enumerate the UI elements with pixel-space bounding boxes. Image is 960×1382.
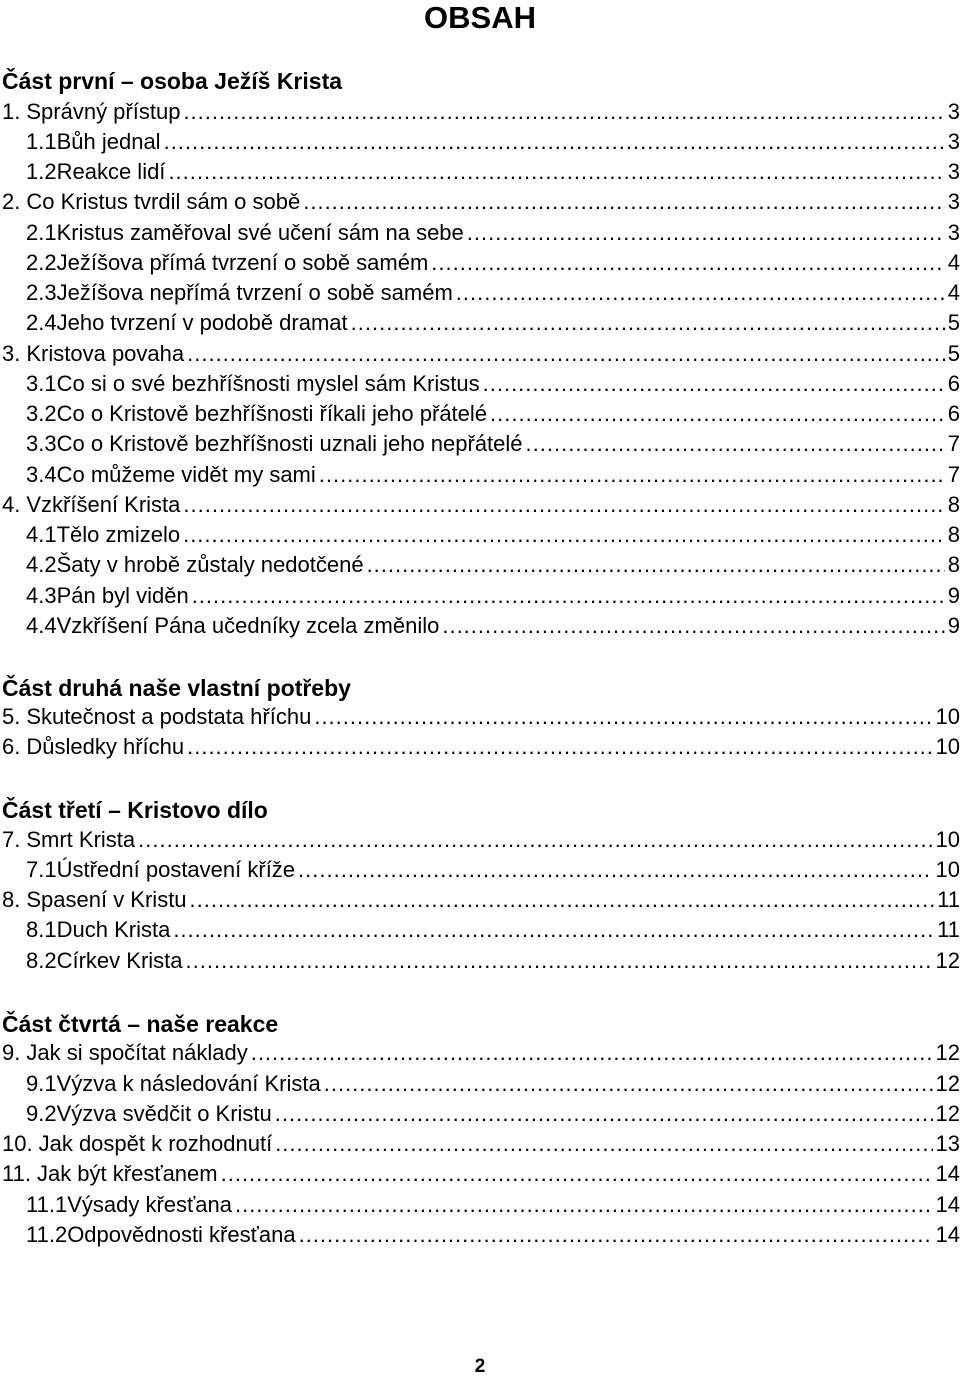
leader-dots — [367, 552, 945, 578]
entry-title: Výzva svědčit o Kristu — [56, 1101, 272, 1126]
entry-number: 11.2 — [26, 1222, 68, 1247]
entry-number: 11.1 — [26, 1192, 68, 1217]
toc-entry[interactable] — [2, 704, 960, 730]
toc-entry[interactable] — [2, 887, 960, 913]
leader-dots — [183, 99, 944, 125]
leader-dots — [298, 857, 932, 883]
leader-dots — [186, 948, 933, 974]
entry-page: 8 — [947, 492, 960, 517]
part-heading-3: Část třetí – Kristovo dílo — [2, 797, 268, 823]
entry-number: 9.1 — [26, 1071, 57, 1096]
entry-title: Bůh jednal — [56, 129, 161, 154]
entry-title: Ústřední postavení kříže — [56, 857, 296, 882]
entry-number: 7. — [2, 827, 21, 852]
entry-title: Církev Krista — [56, 948, 183, 973]
entry-number: 6. — [2, 734, 21, 759]
toc-entry[interactable] — [26, 129, 960, 155]
leader-dots — [456, 280, 945, 306]
entry-number: 3.4 — [26, 462, 57, 487]
page-title: OBSAH — [424, 0, 536, 35]
entry-page: 6 — [947, 401, 960, 426]
entry-title: Vzkříšení Pána učedníky zcela změnilo — [56, 613, 440, 638]
entry-title: Tělo zmizelo — [56, 522, 181, 547]
entry-number: 3.3 — [26, 431, 57, 456]
toc-entry[interactable] — [26, 857, 960, 883]
entry-page: 14 — [935, 1192, 960, 1217]
leader-dots — [138, 827, 932, 853]
toc-entry[interactable] — [26, 401, 960, 427]
leader-dots — [351, 310, 945, 336]
entry-title: Co si o své bezhříšnosti myslel sám Kristus — [56, 371, 480, 396]
entry-title: Výzva k následování Krista — [56, 1071, 321, 1096]
entry-page: 11 — [937, 917, 960, 942]
entry-number: 3.2 — [26, 401, 57, 426]
entry-page: 9 — [947, 583, 960, 608]
entry-title: Správný přístup — [26, 99, 181, 124]
entry-number: 4.4 — [26, 613, 57, 638]
entry-page: 5 — [947, 310, 960, 335]
entry-title: Důsledky hříchu — [26, 734, 185, 759]
toc-entry[interactable] — [26, 1192, 960, 1218]
toc-entry[interactable] — [26, 1071, 960, 1097]
leader-dots — [431, 250, 944, 276]
toc-entry[interactable] — [26, 220, 960, 246]
toc-entry[interactable] — [26, 280, 960, 306]
leader-dots — [275, 1101, 933, 1127]
entry-page: 8 — [947, 552, 960, 577]
entry-number: 2. — [2, 189, 21, 214]
entry-number: 3. — [2, 341, 21, 366]
leader-dots — [303, 189, 945, 215]
leader-dots — [324, 1071, 933, 1097]
toc-entry[interactable] — [2, 1040, 960, 1066]
part-heading-1: Část první – osoba Ježíš Krista — [2, 68, 343, 94]
entry-page: 8 — [947, 522, 960, 547]
entry-number: 9.2 — [26, 1101, 57, 1126]
toc-entry[interactable] — [2, 99, 960, 125]
entry-number: 2.2 — [26, 250, 57, 275]
entry-page: 5 — [947, 341, 960, 366]
entry-page: 7 — [947, 431, 960, 456]
toc-entry[interactable] — [26, 1101, 960, 1127]
toc-entry[interactable] — [26, 522, 960, 548]
entry-title: Kristova povaha — [26, 341, 185, 366]
entry-number: 8.2 — [26, 948, 57, 973]
entry-title: Pán byl viděn — [56, 583, 189, 608]
entry-number: 4.1 — [26, 522, 57, 547]
leader-dots — [168, 159, 944, 185]
entry-number: 2.4 — [26, 310, 57, 335]
entry-number: 11. — [2, 1161, 31, 1186]
entry-page: 6 — [947, 371, 960, 396]
entry-title: Šaty v hrobě zůstaly nedotčené — [56, 552, 364, 577]
entry-page: 4 — [947, 280, 960, 305]
entry-page: 7 — [947, 462, 960, 487]
toc-entry[interactable] — [26, 1222, 960, 1248]
entry-page: 3 — [947, 129, 960, 154]
toc-entry[interactable] — [2, 1161, 960, 1187]
entry-title: Reakce lidí — [56, 159, 166, 184]
toc-entry[interactable] — [26, 431, 960, 457]
entry-page: 3 — [947, 189, 960, 214]
leader-dots — [442, 613, 944, 639]
entry-page: 4 — [947, 250, 960, 275]
entry-page: 10 — [935, 734, 960, 759]
entry-page: 11 — [937, 887, 960, 912]
entry-page: 3 — [947, 220, 960, 245]
leader-dots — [314, 704, 932, 730]
leader-dots — [187, 341, 945, 367]
entry-title: Skutečnost a podstata hříchu — [26, 704, 312, 729]
toc-entry[interactable] — [26, 917, 960, 943]
entry-number: 1. — [2, 99, 21, 124]
entry-number: 5. — [2, 704, 21, 729]
toc-entry[interactable] — [2, 1131, 960, 1157]
entry-number: 9. — [2, 1040, 21, 1065]
toc-entry[interactable] — [26, 948, 960, 974]
toc-entry[interactable] — [26, 310, 960, 336]
entry-number: 4.3 — [26, 583, 57, 608]
entry-number: 2.1 — [26, 220, 57, 245]
toc-entry[interactable] — [26, 371, 960, 397]
leader-dots — [235, 1192, 933, 1218]
leader-dots — [190, 887, 935, 913]
page-number: 2 — [474, 1356, 486, 1377]
entry-number: 10. — [2, 1131, 33, 1156]
toc-entry[interactable] — [26, 250, 960, 276]
entry-number: 7.1 — [26, 857, 57, 882]
entry-number: 3.1 — [26, 371, 57, 396]
entry-title: Odpovědnosti křesťana — [67, 1222, 296, 1247]
entry-page: 3 — [947, 159, 960, 184]
entry-title: Jak si spočítat náklady — [26, 1040, 248, 1065]
entry-title: Jeho tvrzení v podobě dramat — [56, 310, 348, 335]
toc-entry[interactable] — [26, 462, 960, 488]
entry-title: Jak dospět k rozhodnutí — [38, 1131, 273, 1156]
entry-number: 4. — [2, 492, 21, 517]
entry-number: 4.2 — [26, 552, 57, 577]
leader-dots — [187, 734, 932, 760]
entry-title: Kristus zaměřoval své učení sám na sebe — [56, 220, 464, 245]
entry-number: 2.3 — [26, 280, 57, 305]
entry-title: Vzkříšení Krista — [26, 492, 181, 517]
entry-number: 1.1 — [26, 129, 57, 154]
entry-number: 8.1 — [26, 917, 57, 942]
toc-entry[interactable] — [26, 159, 960, 185]
entry-page: 14 — [935, 1222, 960, 1247]
leader-dots — [173, 917, 934, 943]
entry-number: 1.2 — [26, 159, 57, 184]
entry-title: Co Kristus tvrdil sám o sobě — [26, 189, 301, 214]
leader-dots — [251, 1040, 933, 1066]
entry-page: 12 — [935, 1101, 960, 1126]
entry-page: 3 — [947, 99, 960, 124]
entry-title: Co o Kristově bezhříšnosti říkali jeho přátelé — [56, 401, 488, 426]
leader-dots — [183, 492, 944, 518]
entry-page: 10 — [935, 827, 960, 852]
toc-entry[interactable] — [2, 189, 960, 215]
entry-page: 10 — [935, 704, 960, 729]
toc-entry[interactable] — [2, 341, 960, 367]
leader-dots — [275, 1131, 932, 1157]
entry-title: Duch Krista — [56, 917, 171, 942]
leader-dots — [164, 129, 945, 155]
part-heading-2: Část druhá naše vlastní potřeby — [2, 675, 351, 701]
leader-dots — [221, 1161, 933, 1187]
toc-entry[interactable] — [2, 827, 960, 853]
leader-dots — [183, 522, 945, 548]
entry-page: 12 — [935, 948, 960, 973]
entry-title: Co o Kristově bezhříšnosti uznali jeho nepřátelé — [56, 431, 523, 456]
toc-entry[interactable] — [26, 583, 960, 609]
entry-title: Ježíšova nepřímá tvrzení o sobě samém — [56, 280, 453, 305]
entry-page: 13 — [935, 1131, 960, 1156]
toc-entry[interactable] — [2, 734, 960, 760]
entry-page: 9 — [947, 613, 960, 638]
leader-dots — [467, 220, 945, 246]
entry-page: 14 — [935, 1161, 960, 1186]
leader-dots — [192, 583, 945, 609]
part-heading-4: Část čtvrtá – naše reakce — [2, 1011, 279, 1037]
leader-dots — [526, 431, 945, 457]
entry-page: 12 — [935, 1040, 960, 1065]
leader-dots — [299, 1222, 933, 1248]
entry-page: 10 — [935, 857, 960, 882]
entry-page: 12 — [935, 1071, 960, 1096]
entry-title: Výsady křesťana — [67, 1192, 232, 1217]
leader-dots — [490, 401, 945, 427]
entry-title: Ježíšova přímá tvrzení o sobě samém — [56, 250, 429, 275]
leader-dots — [319, 462, 945, 488]
toc-entry[interactable] — [2, 492, 960, 518]
entry-title: Spasení v Kristu — [26, 887, 187, 912]
entry-number: 8. — [2, 887, 21, 912]
entry-title: Jak být křesťanem — [36, 1161, 218, 1186]
entry-title: Smrt Krista — [26, 827, 136, 852]
toc-entry[interactable] — [26, 613, 960, 639]
entry-title: Co můžeme vidět my sami — [56, 462, 316, 487]
toc-entry[interactable] — [26, 552, 960, 578]
leader-dots — [483, 371, 945, 397]
